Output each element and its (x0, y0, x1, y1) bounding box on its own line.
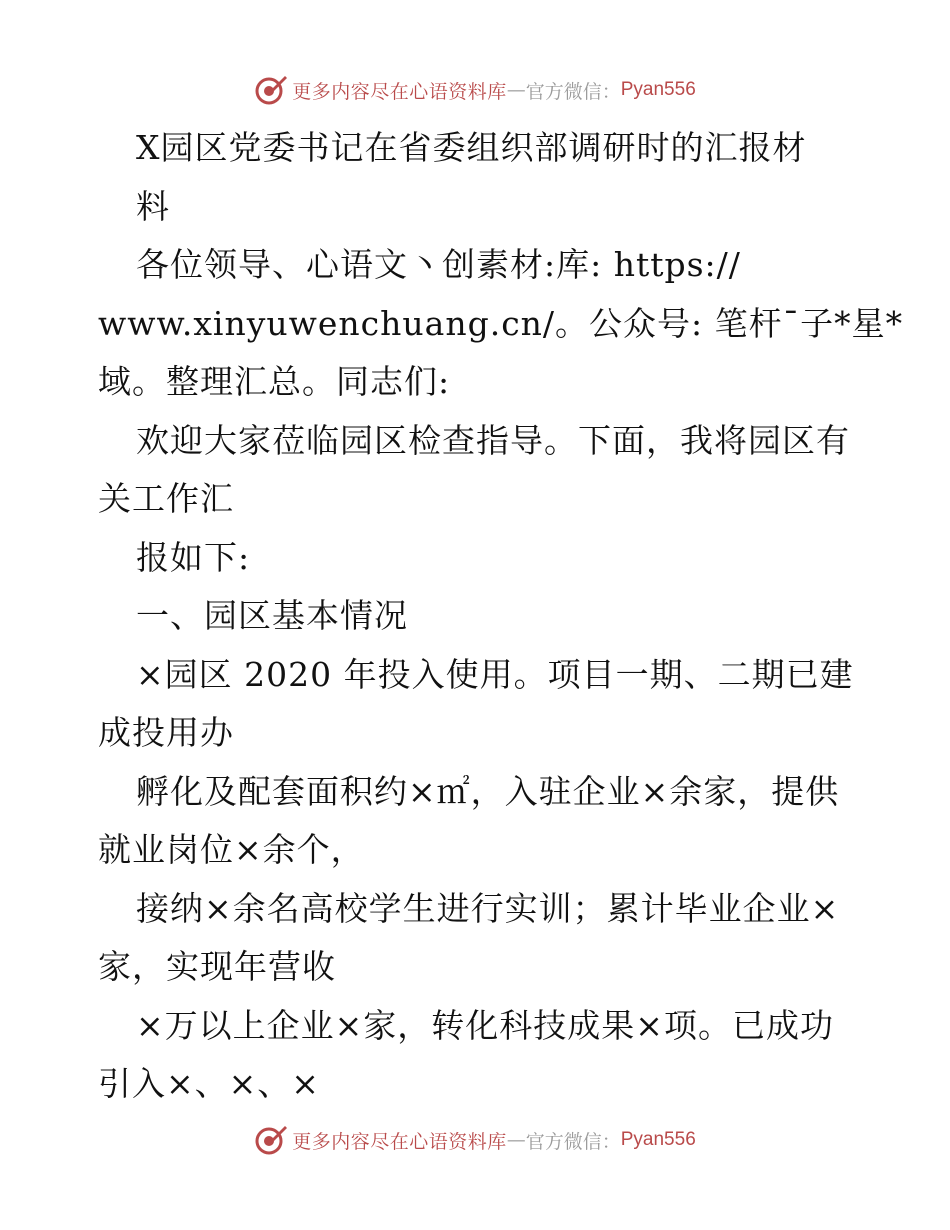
paragraph-line: 欢迎大家莅临园区检查指导。下面，我将园区有 (136, 421, 850, 460)
document-title-line-2: 料 (136, 187, 170, 226)
paragraph-line: 关工作汇 (98, 479, 234, 518)
watermark-footer (0, 1120, 950, 1160)
paragraph-line: 域。整理汇总。同志们: (98, 362, 451, 401)
brush-seal-logo-icon (254, 1123, 288, 1157)
paragraph-line: www.xinyuwenchuang.cn/。公众号: 笔杆¯子*星* (98, 304, 904, 343)
paragraph-line: 成投用办 (98, 713, 234, 752)
brush-seal-logo-icon (254, 73, 288, 107)
watermark-label: 官方微信： (525, 80, 621, 103)
paragraph-line: 引入×、×、× (98, 1064, 320, 1103)
paragraph-line: 各位领导、心语文丶创素材:库: https:// (136, 245, 741, 284)
watermark-wechat-id: Pyan556 (620, 79, 696, 100)
paragraph-line: 报如下: (136, 538, 251, 577)
paragraph-line: 就业岗位×余个， (98, 830, 365, 869)
section-heading: 一、园区基本情况 (136, 596, 408, 635)
watermark-wechat-id: Pyan556 (620, 1129, 696, 1150)
watermark-text: 更多内容尽在心语资料库 (292, 80, 507, 103)
watermark-separator: — (506, 79, 526, 101)
paragraph-line: 家，实现年营收 (98, 947, 336, 986)
watermark-label: 官方微信： (525, 1130, 621, 1153)
paragraph-line: ×园区 2020 年投入使用。项目一期、二期已建 (136, 655, 854, 694)
paragraph-line: ×万以上企业×家，转化科技成果×项。已成功 (136, 1006, 834, 1045)
watermark-text: 更多内容尽在心语资料库 (292, 1130, 507, 1153)
document-title-line-1: X园区党委书记在省委组织部调研时的汇报材 (136, 128, 807, 167)
paragraph-line: 孵化及配套面积约×㎡，入驻企业×余家，提供 (136, 772, 840, 811)
watermark-separator: — (506, 1129, 526, 1151)
watermark-header (0, 70, 950, 110)
paragraph-line: 接纳×余名高校学生进行实训；累计毕业企业× (136, 889, 840, 928)
